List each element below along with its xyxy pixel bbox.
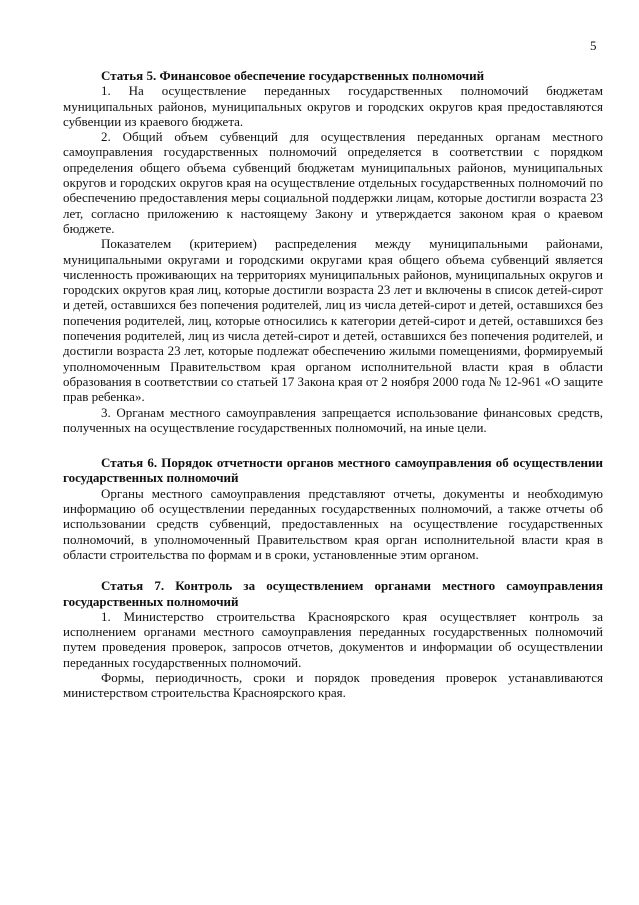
- article-5-heading: Статья 5. Финансовое обеспечение государственных полномочий: [101, 68, 485, 83]
- article-6-paragraph-1: Органы местного самоуправления представляют отчеты, документы и необходимую информацию об осуществлении переданных государственных полномочий, а также отчеты об использовании средств субвенций, предоставленных на осуществление государственных полномочий, в уполномоченный Правительством края орган исполнительной власти края в области строительства по формам и в сроки, установленные этим органом.: [63, 485, 603, 562]
- article-7: [63, 578, 603, 700]
- article-5-paragraph-3: Показателем (критерием) распределения между муниципальными районами, муниципальными округами и городскими округами края общего объема субвенций является численность проживающих на территориях муниципальных районов, муниципальных округов и городских округов края лиц, которые достигли возраста 23 лет и включены в список детей-сирот и детей, оставшихся без попечения родителей, лиц из числа детей-сирот и детей, оставшихся без попечения родителей, лиц, которые относились к категории детей-сирот и детей, оставшихся без попечения родителей, лиц из числа детей-сирот и детей, оставшихся без попечения родителей, и достигли возраста 23 лет, которые подлежат обеспечению жилыми помещениями, формируемый уполномоченным Правительством края органом исполнительной власти края в области образования в соответствии со статьей 17 Закона края от 2 ноября 2000 года № 12-961 «О защите прав ребенка».: [63, 236, 603, 405]
- section-spacer: [63, 435, 603, 455]
- article-5-paragraph-4: 3. Органам местного самоуправления запрещается использование финансовых средств, полученных на осуществление государственных полномочий, на иные цели.: [63, 404, 603, 435]
- article-7-heading: Статья 7. Контроль за осуществлением органами местного самоуправления государственных полномочий: [63, 578, 603, 609]
- page-number: 5: [590, 38, 597, 53]
- article-5-paragraph-1: 1. На осуществление переданных государственных полномочий бюджетам муниципальных районов, муниципальных округов и городских округов края предоставляются субвенции из краевого бюджета.: [63, 83, 603, 129]
- article-7-paragraph-1: 1. Министерство строительства Красноярского края осуществляет контроль за исполнением органами местного самоуправления переданных государственных полномочий путем проведения проверок, запросов отчетов, документов и информации об осуществлении переданных государственных полномочий.: [63, 608, 603, 670]
- article-7-paragraph-2: Формы, периодичность, сроки и порядок проведения проверок устанавливаются министерством строительства Красноярского края.: [63, 669, 603, 701]
- article-6: [63, 455, 603, 562]
- article-6-heading: Статья 6. Порядок отчетности органов местного самоуправления об осуществлении государственных полномочий: [63, 455, 603, 486]
- article-5: [63, 68, 603, 435]
- document-body: [63, 68, 603, 701]
- section-spacer: [63, 562, 603, 578]
- article-5-paragraph-2: 2. Общий объем субвенций для осуществления переданных органам местного самоуправления государственных полномочий определяется в соответствии с порядком определения общего объема субвенций бюджетам муниципальных районов, муниципальных округов и городских округов края на осуществление отдельных государственных полномочий по обеспечению предоставления меры социальной поддержки лицам, которые достигли возраста 23 лет, согласно приложению к настоящему Закону и утверждается законом края о краевом бюджете.: [63, 129, 603, 236]
